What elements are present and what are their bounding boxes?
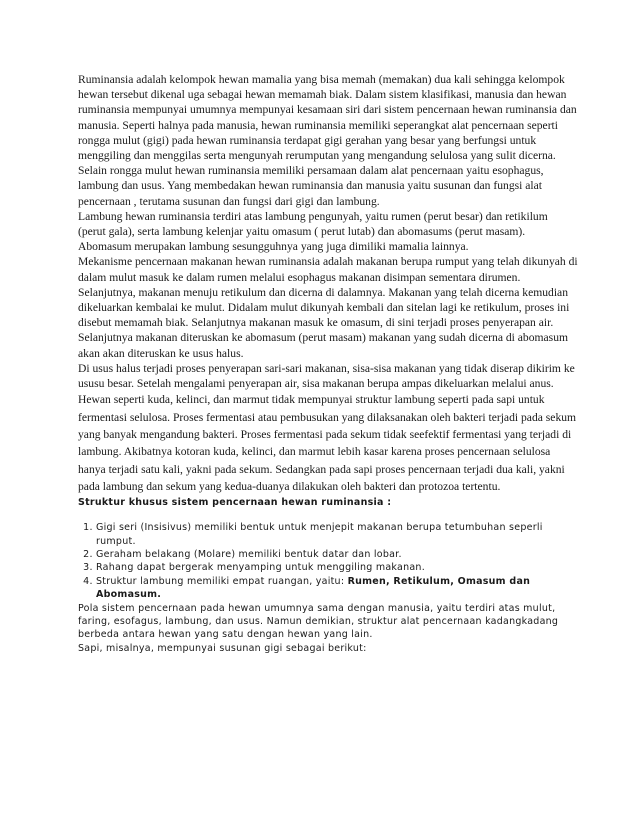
list-item: 1. Gigi seri (Insisivus) memiliki bentuk untuk menjepit makanan berupa tetumbuhan seperli rumput. bbox=[96, 521, 578, 548]
paragraph-pola: Pola sistem pencernaan pada hewan umumnya sama dengan manusia, yaitu terdiri atas mulut, faring, esofagus, lambung, dan usus. Namun demikian, struktur alat pencernaan kadangkadang berbeda antara hewan yang satu dengan hewan yang lain. bbox=[78, 602, 559, 641]
structure-section bbox=[78, 496, 578, 655]
intro-section bbox=[78, 72, 578, 391]
paragraph-ruminansia: Ruminansia adalah kelompok hewan mamalia yang bisa memah (memakan) dua kali sehingga kelompok hewan tersebut dikenal uga sebagai hewan memamah biak. Dalam sistem klasifikasi, manusia dan hewan ruminansia mempunyai umumnya mempunyai kesamaan siri dari sistem pencernaan hewan ruminansia dan manusia. Seperti halnya pada manusia, hewan ruminansia memiliki seperangkat alat pencernaan seperti rongga mulut (gigi) pada hewan ruminansia terdapat gigi gerahan yang besar yang berfungsi untuk menggiling dan menggilas serta mengunyah rerumputan yang mengandung selulosa yang sulit dicerna. Selain rongga mulut hewan ruminansia memiliki persamaan dalam alat pencernaan yaitu esophagus, lambung dan usus. Yang membedakan hewan ruminansia dan manusia yaitu susunan dan fungsi alat pencernaan , terutama susunan dan fungsi dari gigi dan lambung. bbox=[78, 73, 577, 208]
list-item bbox=[96, 575, 578, 602]
paragraph-lambung: Lambung hewan ruminansia terdiri atas lambung pengunyah, yaitu rumen (perut besar) dan retikilum (perut gala), serta lambung kelenjar yaitu omasum ( perut lutab) dan abomasums (perut masam). Abomasum merupakan lambung sesungguhnya yang juga dimiliki mamalia lainnya. bbox=[78, 209, 548, 254]
paragraph-sapi: Sapi, misalnya, mempunyai susunan gigi sebagai berikut: bbox=[78, 642, 367, 654]
paragraph-usus-halus: Di usus halus terjadi proses penyerapan sari-sari makanan, sisa-sisa makanan yang tidak diserap dikirim ke ususu besar. Setelah mengalami penyerapan air, sisa makanan berupa ampas dikeluarkan melalui anus. bbox=[78, 361, 575, 391]
list-item-text: Struktur lambung memiliki empat ruangan, yaitu: bbox=[96, 575, 348, 587]
paragraph-mekanisme: Mekanisme pencernaan makanan hewan ruminansia adalah makanan berupa rumput yang telah dikunyah di dalam mulut masuk ke dalam rumen melalui esophagus makanan disimpan sementara dirumen. Selanjutnya, makanan menuju retikulum dan dicerna di dalamnya. Makanan yang telah dicerna kemudian dikeluarkan kembalai ke mulut. Didalam mulut dikunyah kembali dan sitelan lagi ke retikulum, proses ini disebut memamah biak. Selanjutnya makanan masuk ke omasum, di sini terjadi proses penyerapan air. Selanjutnya makanan diteruskan ke abomasum (perut masam) makanan yang sudah dicerna di abomasum akan akan diteruskan ke usus halus. bbox=[78, 255, 578, 360]
list-item: 2. Geraham belakang (Molare) memiliki bentuk datar dan lobar. bbox=[96, 548, 578, 561]
section-heading: Struktur khusus sistem pencernaan hewan ruminansia : bbox=[78, 496, 392, 508]
paragraph-kuda-kelinci: Hewan seperti kuda, kelinci, dan marmut tidak mempunyai struktur lambung seperti pada sapi untuk fermentasi selulosa. Proses fermentasi atau pembusukan yang dilaksanakan oleh bakteri terjadi pada sekum yang banyak mengandung bakteri. Proses fermentasi pada sekum tidak seefektif fermentasi yang terjadi di lambung. Akibatnya kotoran kuda, kelinci, dan marmut lebih kasar karena proses pencernaan selulosa hanya terjadi satu kali, yakni pada sekum. Sedangkan pada sapi proses pencernaan terjadi dua kali, yakni pada lambung dan sekum yang kedua-duanya dilakukan oleh bakteri dan protozoa tertentu. bbox=[78, 393, 577, 494]
structure-list bbox=[78, 521, 578, 601]
list-item-bold: Rumen, Retikulum, Omasum dan Abomasum. bbox=[96, 575, 531, 601]
list-item: 3. Rahang dapat bergerak menyamping untuk menggiling makanan. bbox=[96, 561, 578, 574]
